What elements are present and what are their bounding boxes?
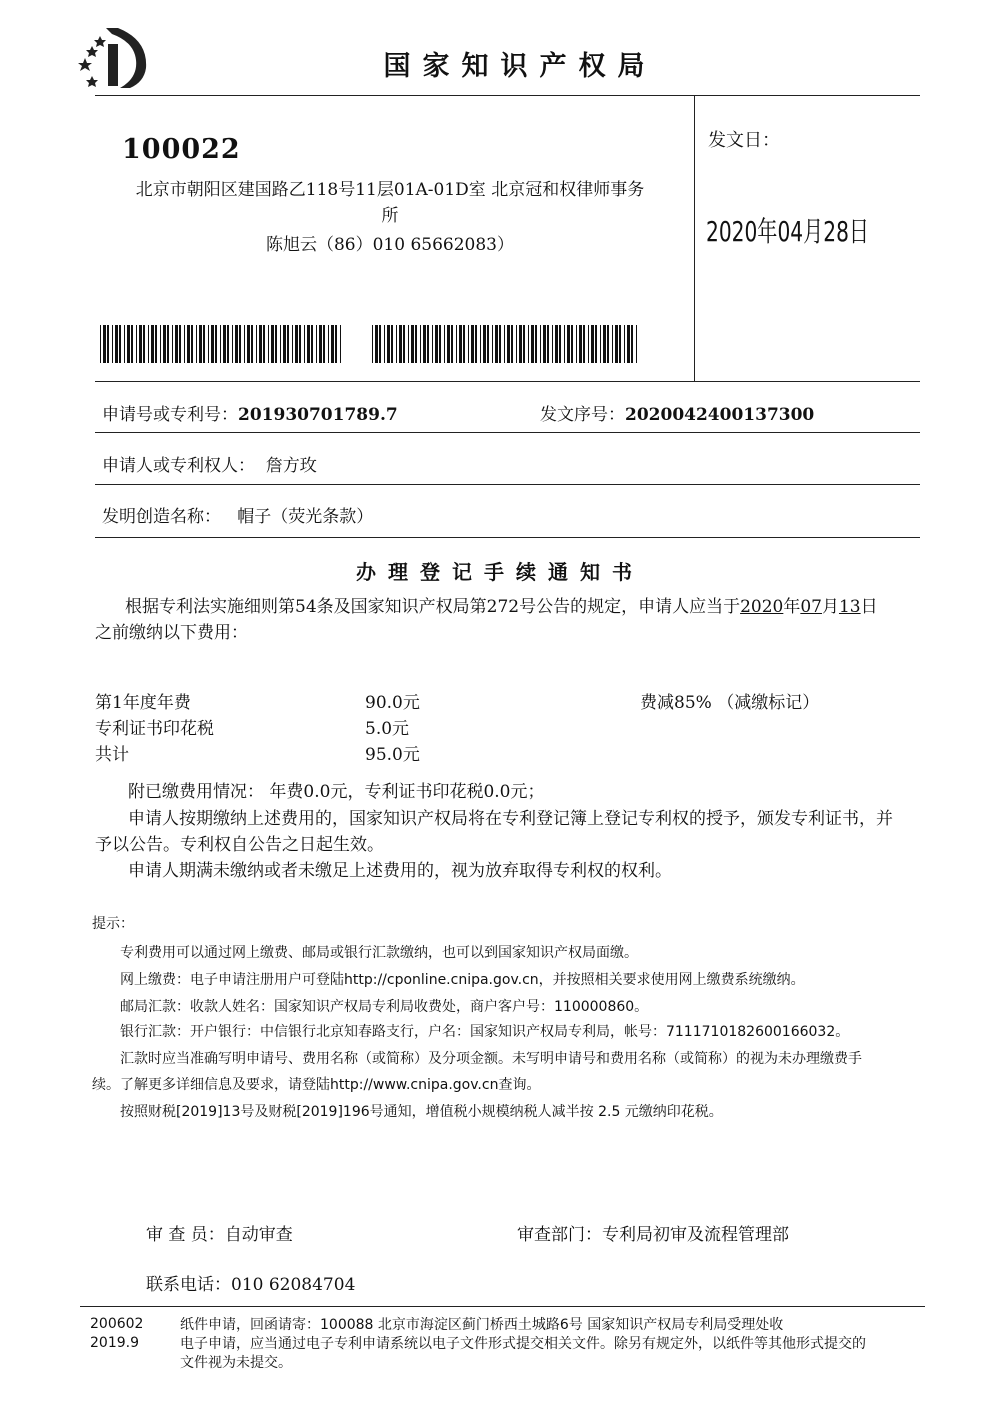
barcode-bar bbox=[583, 325, 585, 363]
barcode-bar bbox=[143, 325, 145, 363]
barcode-bar bbox=[184, 325, 185, 363]
barcode-bar bbox=[595, 325, 597, 363]
barcode-bar bbox=[600, 325, 601, 363]
footer-line-2: 电子申请，应当通过电子专利申请系统以电子文件形式提交相关文件。除另有规定外，以纸件等其他形式提交的 bbox=[180, 1336, 866, 1352]
barcode-bar bbox=[372, 325, 373, 363]
notice-paragraph-2: 申请人期满未缴纳或者未缴足上述费用的，视为放弃取得专利权的权利。 bbox=[128, 861, 672, 881]
barcode-bar bbox=[280, 325, 281, 363]
fee-amount-3: 95.0元 bbox=[365, 745, 420, 765]
barcode-bar bbox=[220, 325, 221, 363]
barcode-bar bbox=[163, 325, 166, 363]
barcode-bar bbox=[408, 325, 409, 363]
barcode-bar bbox=[523, 325, 525, 363]
office-name: 国家知识产权局 bbox=[383, 51, 657, 82]
barcode-bar bbox=[423, 325, 426, 363]
barcode-bar bbox=[124, 325, 125, 363]
barcode-bar bbox=[191, 325, 193, 363]
barcode-bar bbox=[151, 325, 154, 363]
barcode-bar bbox=[391, 325, 393, 363]
barcode-bar bbox=[571, 325, 573, 363]
tip-line-3: 邮局汇款：收款人姓名：国家知识产权局专利局收费处，商户客户号：110000860。 bbox=[120, 999, 649, 1015]
barcode-bar bbox=[307, 325, 310, 363]
rule-3 bbox=[95, 484, 920, 485]
barcode-bar bbox=[579, 325, 582, 363]
barcode-bar bbox=[619, 325, 621, 363]
recipient-contact: 陈旭云（86）010 65662083） bbox=[265, 235, 514, 255]
barcode-bar bbox=[420, 325, 421, 363]
department-value: 专利局初审及流程管理部 bbox=[602, 1225, 789, 1245]
address-line-1: 北京市朝阳区建国路乙118号11层01A-01D室 北京冠和权律师事务 bbox=[135, 180, 645, 200]
barcode-bar bbox=[160, 325, 161, 363]
application-number-row bbox=[102, 400, 398, 425]
barcode-bar bbox=[607, 325, 609, 363]
barcode-bar bbox=[567, 325, 570, 363]
department-row bbox=[517, 1220, 789, 1245]
barcode-bar bbox=[247, 325, 250, 363]
barcode-bar bbox=[487, 325, 489, 363]
barcode-bar bbox=[435, 325, 438, 363]
barcode-bar bbox=[576, 325, 577, 363]
contact-phone-value: 010 62084704 bbox=[231, 1275, 356, 1295]
barcode-bar bbox=[396, 325, 397, 363]
barcode-bar bbox=[103, 325, 106, 363]
barcode-bar bbox=[136, 325, 137, 363]
postcode: 100022 bbox=[122, 134, 241, 165]
application-number-value: 201930701789.7 bbox=[238, 405, 398, 425]
deadline-year: 2020 bbox=[740, 597, 784, 617]
barcode-bar bbox=[495, 325, 498, 363]
barcode-bar bbox=[304, 325, 305, 363]
barcode-bar bbox=[387, 325, 390, 363]
barcode-bar bbox=[499, 325, 501, 363]
design-title-row bbox=[102, 502, 373, 527]
barcode-bar bbox=[172, 325, 173, 363]
barcode-bar bbox=[196, 325, 197, 363]
footer-line-1: 纸件申请，回函请寄：100088 北京市海淀区蓟门桥西土城路6号 国家知识产权局专利局受理处收 bbox=[180, 1317, 784, 1333]
applicant-label: 申请人或专利权人： bbox=[102, 456, 255, 476]
tip-line-2: 网上缴费：电子申请注册用户可登陆http://cponline.cnipa.gov.cn，并按照相关要求使用网上缴费系统缴纳。 bbox=[120, 972, 805, 988]
barcode-bar bbox=[384, 325, 385, 363]
barcode-bar bbox=[451, 325, 453, 363]
notice-title: 办理登记手续通知书 bbox=[356, 560, 644, 584]
barcode-bar bbox=[203, 325, 205, 363]
barcode-bar bbox=[232, 325, 233, 363]
barcode-bar bbox=[427, 325, 429, 363]
fee-name-3: 共计 bbox=[95, 745, 129, 765]
send-serial-value: 2020042400137300 bbox=[625, 405, 815, 425]
barcode-bar bbox=[244, 325, 245, 363]
form-code: 200602 bbox=[90, 1316, 144, 1332]
barcode-right bbox=[372, 325, 642, 363]
barcode-bar bbox=[375, 325, 378, 363]
barcode-bar bbox=[519, 325, 522, 363]
barcode-bar bbox=[148, 325, 149, 363]
barcode-bar bbox=[591, 325, 594, 363]
barcode-bar bbox=[468, 325, 469, 363]
barcode-left bbox=[100, 325, 345, 363]
barcode-bar bbox=[292, 325, 293, 363]
barcode-bar bbox=[251, 325, 253, 363]
barcode-bar bbox=[199, 325, 202, 363]
barcode-bar bbox=[316, 325, 317, 363]
applicant-value: 詹方玫 bbox=[265, 456, 317, 476]
deadline-day: 13 bbox=[838, 597, 861, 617]
barcode-bar bbox=[588, 325, 589, 363]
barcode-bar bbox=[475, 325, 477, 363]
barcode-bar bbox=[547, 325, 549, 363]
barcode-bar bbox=[119, 325, 121, 363]
barcode-bar bbox=[624, 325, 625, 363]
intro-suffix: 之前缴纳以下费用： bbox=[95, 623, 248, 643]
header-divider bbox=[694, 95, 695, 381]
barcode-bar bbox=[444, 325, 445, 363]
barcode-bar bbox=[323, 325, 325, 363]
send-date-label: 发文日： bbox=[708, 130, 780, 151]
barcode-bar bbox=[555, 325, 558, 363]
barcode-bar bbox=[564, 325, 565, 363]
barcode-bar bbox=[447, 325, 450, 363]
barcode-bar bbox=[507, 325, 510, 363]
barcode-bar bbox=[131, 325, 133, 363]
barcode-bar bbox=[127, 325, 130, 363]
barcode-bar bbox=[463, 325, 465, 363]
intro-prefix: 根据专利法实施细则第54条及国家知识产权局第272号公告的规定，申请人应当于 bbox=[125, 597, 741, 617]
barcode-bar bbox=[531, 325, 534, 363]
barcode-bar bbox=[311, 325, 313, 363]
rule-2 bbox=[95, 432, 920, 433]
barcode-bar bbox=[483, 325, 486, 363]
barcode-bar bbox=[295, 325, 298, 363]
barcode-bar bbox=[139, 325, 142, 363]
barcode-bar bbox=[535, 325, 537, 363]
barcode-bar bbox=[100, 325, 101, 363]
barcode-bar bbox=[411, 325, 414, 363]
barcode-bar bbox=[439, 325, 441, 363]
barcode-bar bbox=[415, 325, 417, 363]
barcode-bar bbox=[403, 325, 405, 363]
fee-name-2: 专利证书印花税 bbox=[95, 719, 214, 739]
examiner-label: 审 查 员： bbox=[146, 1225, 225, 1245]
fee-amount-1: 90.0元 bbox=[365, 693, 420, 713]
barcode-bar bbox=[615, 325, 618, 363]
barcode-bar bbox=[275, 325, 277, 363]
barcode-bar bbox=[636, 325, 637, 363]
barcode-bar bbox=[631, 325, 633, 363]
design-title-label: 发明创造名称： bbox=[102, 507, 221, 527]
para1-line2: 予以公告。专利权自公告之日起生效。 bbox=[95, 835, 384, 855]
barcode-bar bbox=[167, 325, 169, 363]
barcode-bar bbox=[340, 325, 341, 363]
design-title-value: 帽子（荧光条款） bbox=[237, 507, 374, 527]
barcode-bar bbox=[543, 325, 546, 363]
barcode-bar bbox=[235, 325, 238, 363]
barcode-bar bbox=[115, 325, 118, 363]
tip-line-6: 续。了解更多详细信息及要求，请登陆http://www.cnipa.gov.cn查询。 bbox=[92, 1077, 541, 1093]
rule-1 bbox=[95, 381, 920, 382]
barcode-bar bbox=[283, 325, 286, 363]
barcode-bar bbox=[480, 325, 481, 363]
barcode-bar bbox=[299, 325, 301, 363]
send-serial-row bbox=[540, 400, 814, 425]
tip-line-1: 专利费用可以通过网上缴费、邮局或银行汇款缴纳，也可以到国家知识产权局面缴。 bbox=[120, 945, 638, 961]
barcode-bar bbox=[155, 325, 157, 363]
barcode-bar bbox=[331, 325, 334, 363]
barcode-bar bbox=[379, 325, 381, 363]
barcode-bar bbox=[612, 325, 613, 363]
footer-line-3: 文件视为未提交。 bbox=[180, 1355, 292, 1371]
barcode-bar bbox=[271, 325, 274, 363]
tip-line-5: 汇款时应当准确写明申请号、费用名称（或简称）及分项金额。未写明申请号和费用名称（或简称）的视为未办理缴费手 bbox=[120, 1051, 862, 1067]
barcode-bar bbox=[179, 325, 181, 363]
day-char: 日 bbox=[860, 597, 878, 617]
barcode-bar bbox=[432, 325, 433, 363]
barcode-bar bbox=[459, 325, 462, 363]
contact-phone-row bbox=[146, 1270, 355, 1295]
barcode-bar bbox=[259, 325, 262, 363]
barcode-bar bbox=[456, 325, 457, 363]
barcode-bar bbox=[211, 325, 214, 363]
footer-rule bbox=[80, 1306, 925, 1307]
barcode-bar bbox=[227, 325, 229, 363]
barcode-bar bbox=[187, 325, 190, 363]
barcode-bar bbox=[471, 325, 474, 363]
footer-text bbox=[180, 1316, 930, 1373]
form-version: 2019.9 bbox=[90, 1335, 139, 1351]
rule-4 bbox=[95, 537, 920, 538]
barcode-bar bbox=[287, 325, 289, 363]
barcode-bar bbox=[319, 325, 322, 363]
examiner-value: 自动审查 bbox=[224, 1225, 293, 1245]
barcode-bar bbox=[256, 325, 257, 363]
barcode-bar bbox=[528, 325, 529, 363]
barcode-bar bbox=[263, 325, 265, 363]
barcode-bar bbox=[335, 325, 337, 363]
barcode-bar bbox=[107, 325, 109, 363]
barcode-bar bbox=[239, 325, 241, 363]
barcode-bar bbox=[223, 325, 226, 363]
examiner-row bbox=[146, 1220, 293, 1245]
year-char: 年 bbox=[783, 597, 801, 617]
barcode-bar bbox=[492, 325, 493, 363]
send-serial-label: 发文序号： bbox=[540, 405, 625, 425]
fee-name-1: 第1年度年费 bbox=[95, 693, 191, 713]
para1-line1: 申请人按期缴纳上述费用的，国家知识产权局将在专利登记簿上登记专利权的授予，颁发专利证书，并 bbox=[128, 809, 893, 829]
barcode-bar bbox=[552, 325, 553, 363]
address-line-2: 所 bbox=[381, 206, 399, 226]
barcode-bar bbox=[627, 325, 630, 363]
tips-heading: 提示： bbox=[92, 916, 134, 932]
send-date-value: 2020年04月28日 bbox=[706, 215, 870, 248]
tip-line-7: 按照财税[2019]13号及财税[2019]196号通知，增值税小规模纳税人减半按 2.5 元缴纳印花税。 bbox=[120, 1104, 723, 1120]
deadline-month: 07 bbox=[800, 597, 822, 617]
barcode-bar bbox=[268, 325, 269, 363]
barcode-bar bbox=[603, 325, 606, 363]
header-rule bbox=[95, 95, 920, 96]
contact-phone-label: 联系电话： bbox=[146, 1275, 231, 1295]
department-label: 审查部门： bbox=[517, 1225, 602, 1245]
applicant-row bbox=[102, 451, 317, 476]
tip-line-4: 银行汇款：开户银行：中信银行北京知春路支行，户名：国家知识产权局专利局，帐号：7111710182600166032。 bbox=[120, 1024, 850, 1040]
barcode-bar bbox=[215, 325, 217, 363]
application-number-label: 申请号或专利号： bbox=[102, 405, 238, 425]
barcode-bar bbox=[504, 325, 505, 363]
barcode-bar bbox=[511, 325, 513, 363]
barcode-bar bbox=[328, 325, 329, 363]
paid-fees-line: 附已缴费用情况： 年费0.0元，专利证书印花税0.0元； bbox=[128, 782, 545, 802]
barcode-bar bbox=[208, 325, 209, 363]
fee-reduction: 费减85% （减缴标记） bbox=[640, 693, 820, 713]
barcode-bar bbox=[175, 325, 178, 363]
notice-paragraph-1 bbox=[95, 806, 935, 858]
barcode-bar bbox=[516, 325, 517, 363]
barcode-bar bbox=[112, 325, 113, 363]
notice-intro bbox=[95, 594, 925, 646]
recipient-address bbox=[110, 177, 670, 229]
month-char: 月 bbox=[821, 597, 839, 617]
barcode-bar bbox=[540, 325, 541, 363]
fee-amount-2: 5.0元 bbox=[365, 719, 410, 739]
barcode-bar bbox=[559, 325, 561, 363]
barcode-bar bbox=[399, 325, 402, 363]
